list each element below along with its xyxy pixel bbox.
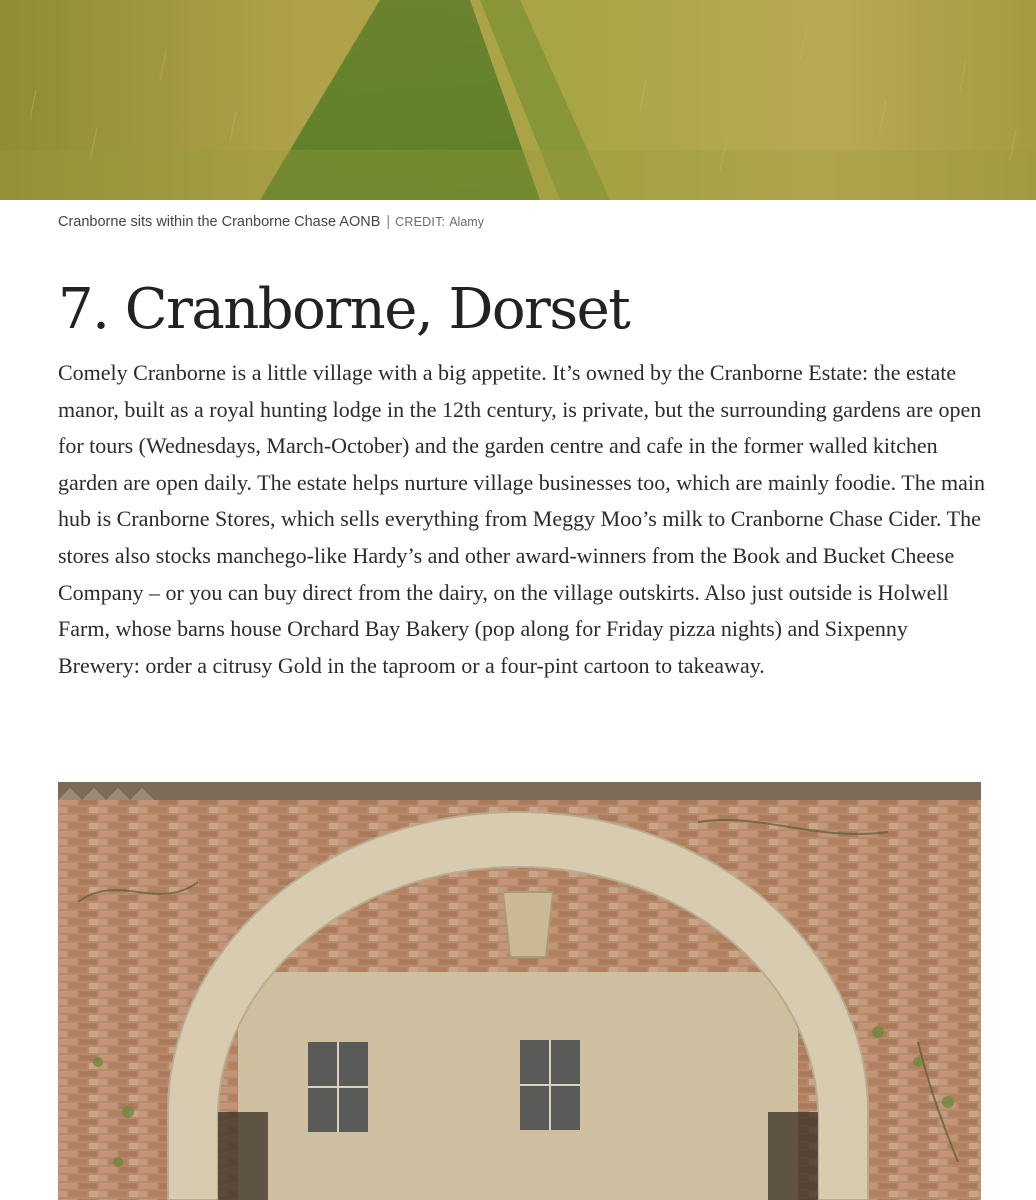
section-heading: 7. Cranborne, Dorset <box>58 277 630 342</box>
credit-value: Alamy <box>449 215 484 229</box>
image-caption <box>58 214 484 230</box>
arch-photo <box>58 782 981 1200</box>
caption-separator: | <box>386 214 391 230</box>
brick-arch-photo <box>58 782 981 1200</box>
caption-text: Cranborne sits within the Cranborne Chase AONB <box>58 214 381 230</box>
article-paragraph: Comely Cranborne is a little village with a big appetite. It’s owned by the Cranborne Estate: the estate manor, built as a royal hunting lodge in the 12th century, is private, but the surrounding gardens are open for tours (Wednesdays, March-October) and the garden centre and cafe in the former walled kitchen garden are open daily. The estate helps nurture village businesses too, which are mainly foodie. The main hub is Cranborne Stores, which sells everything from Meggy Moo’s milk to Cranborne Chase Cider. The stores also stocks manchego-like Hardy’s and other award-winners from the Book and Bucket Cheese Company – or you can buy direct from the dairy, on the village outskirts. Also just outside is Holwell Farm, whose barns house Orchard Bay Bakery (pop along for Friday pizza nights) and Sixpenny Brewery: order a citrusy Gold in the taproom or a four-pint cartoon to takeaway. <box>58 360 985 678</box>
credit-label: CREDIT: <box>395 215 446 229</box>
grass-path-photo <box>0 0 1036 200</box>
hero-image <box>0 0 1036 200</box>
